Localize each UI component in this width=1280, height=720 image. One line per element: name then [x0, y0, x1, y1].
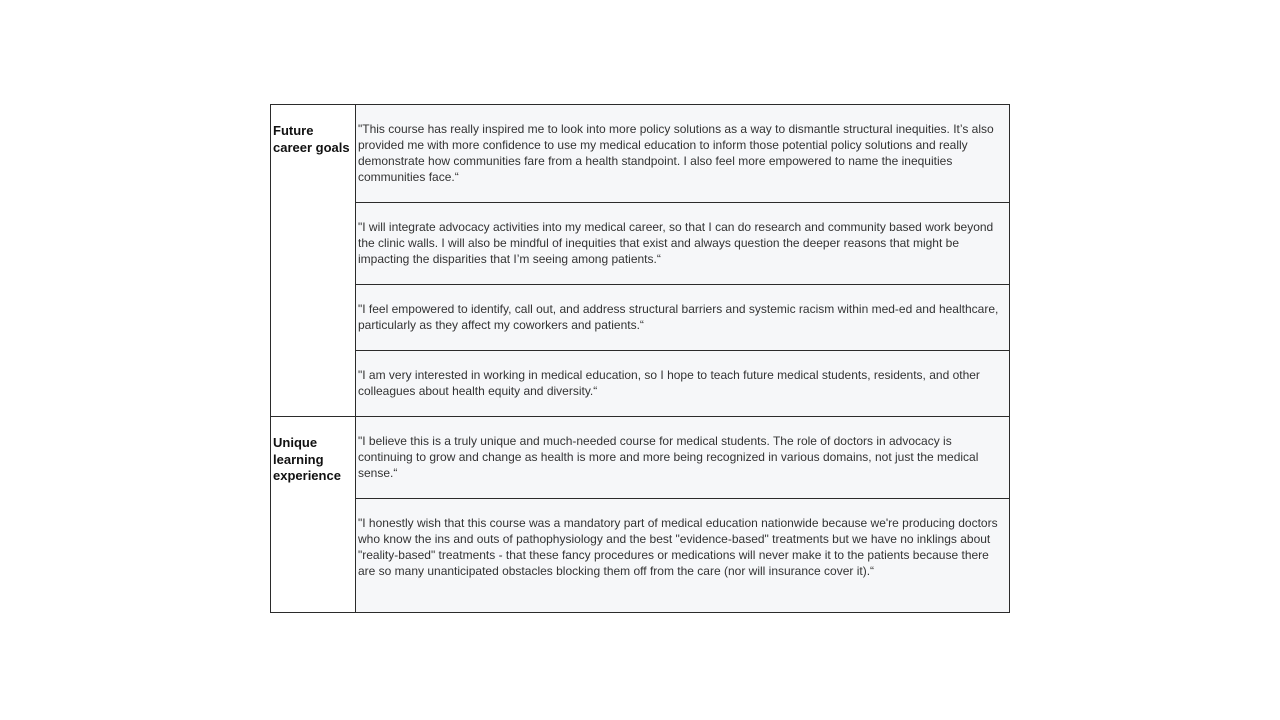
- quote-text: "I feel empowered to identify, call out, and address structural barriers and systemic racism within med-ed and healthcare, particularly as they affect my coworkers and patients.“: [358, 302, 999, 332]
- table-row: [271, 417, 1010, 499]
- quote-text: "I honestly wish that this course was a mandatory part of medical education nationwide because we're producing doctors who know the ins and outs of pathophysiology and the best "evidence-based" treatments but we have no inklings about "reality-based" treatments - that these fancy procedures or medications will never make it to the patients because there are so many unanticipated obstacles blocking them off from the care (nor will insurance cover it).“: [358, 516, 998, 578]
- quote-cell: [356, 285, 1010, 351]
- theme-label: Unique learning experience: [273, 435, 341, 483]
- table-row: [271, 105, 1010, 203]
- table-row: [271, 203, 1010, 285]
- quote-cell: [356, 203, 1010, 285]
- quote-cell: [356, 351, 1010, 417]
- quote-text: "I am very interested in working in medical education, so I hope to teach future medical students, residents, and other colleagues about health equity and diversity.“: [358, 368, 980, 398]
- quote-cell: [356, 499, 1010, 613]
- theme-label: Future career goals: [273, 123, 350, 155]
- theme-cell-unique-learning-experience: [271, 417, 356, 613]
- quote-text: "I believe this is a truly unique and much-needed course for medical students. The role of doctors in advocacy is continuing to grow and change as health is more and more being recognized in various domains, not just the medical sense.“: [358, 434, 979, 480]
- quote-text: "I will integrate advocacy activities into my medical career, so that I can do research and community based work beyond the clinic walls. I will also be mindful of inequities that exist and always question the deeper reasons that might be impacting the disparities that I’m seeing among patients.“: [358, 220, 994, 266]
- quote-text: "This course has really inspired me to look into more policy solutions as a way to dismantle structural inequities. It’s also provided me with more confidence to use my medical education to inform those potential policy solutions and really demonstrate how communities fare from a health standpoint. I also feel more empowered to name the inequities communities face.“: [358, 122, 994, 184]
- table-row: [271, 285, 1010, 351]
- table-row: [271, 499, 1010, 613]
- quote-cell: [356, 417, 1010, 499]
- quotes-table: [270, 104, 1010, 613]
- quote-cell: [356, 105, 1010, 203]
- table-row: [271, 351, 1010, 417]
- theme-cell-future-career-goals: [271, 105, 356, 417]
